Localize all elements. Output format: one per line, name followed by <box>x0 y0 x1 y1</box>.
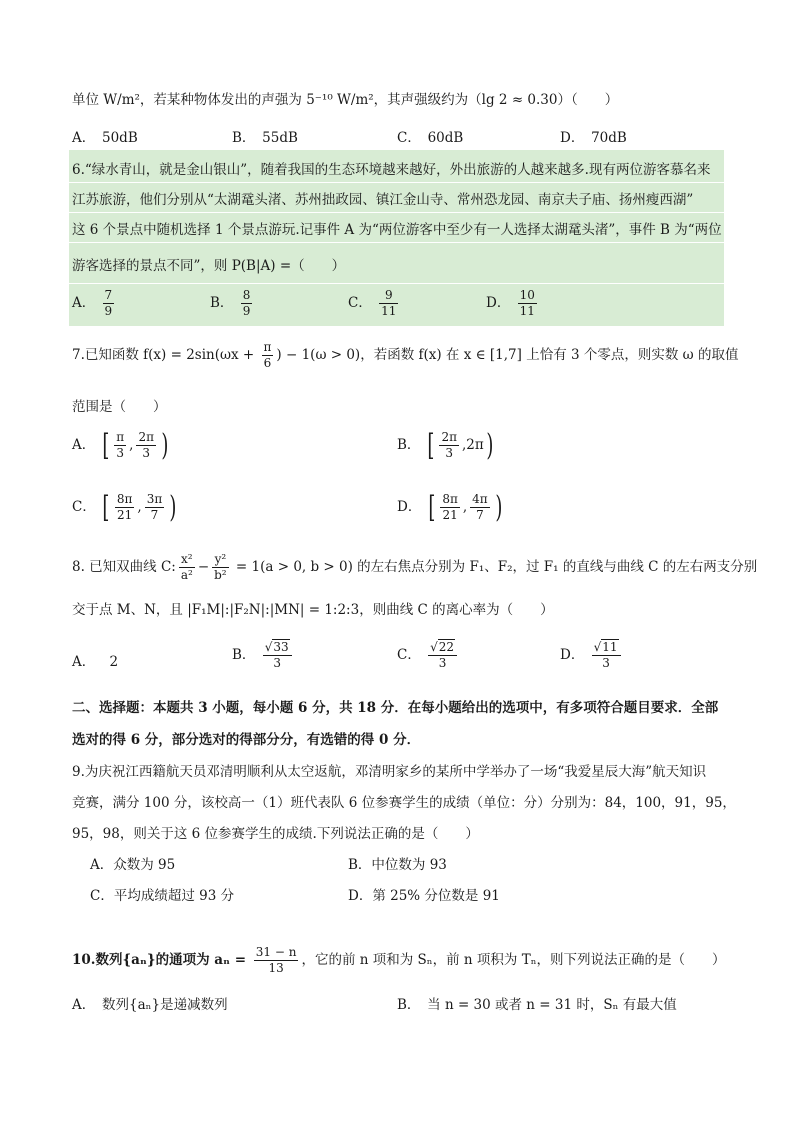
q5-stem-tail: 单位 W/m²，若某种物体发出的声强为 5⁻¹⁰ W/m²，其声强级约为（lg 2 ≈ 0.30）（ ） <box>72 92 619 108</box>
frac-den: 3 <box>438 656 447 670</box>
frac-num: 8 <box>242 288 251 302</box>
q8-stem-line2: 交于点 M、N，且 |F₁M|:|F₂N|:|MN| = 1:2:3，则曲线 C 的离心率为（ ） <box>72 602 554 618</box>
frac-den: 9 <box>242 304 251 318</box>
option-label: D． <box>397 499 422 515</box>
q6-stem-line4: 游客选择的景点不同”，则 P(B|A) =（ ） <box>72 258 346 274</box>
frac-num: 11 <box>602 640 618 654</box>
option-label: A． <box>72 295 96 311</box>
option-label: A． <box>72 437 96 453</box>
q6-option-c <box>348 288 401 319</box>
option-label: D． <box>486 295 511 311</box>
q9-option-a: A．众数为 95 <box>90 857 176 873</box>
frac-den: 21 <box>442 508 458 522</box>
q10-option-b: B． 当 n = 30 或者 n = 31 时，Sₙ 有最大值 <box>397 997 677 1013</box>
frac-den: 11 <box>381 304 397 318</box>
option-label: B． <box>232 647 256 663</box>
q9-stem-line2: 竞赛，满分 100 分，该校高一（1）班代表队 6 位参赛学生的成绩（单位：分）分别为：84，100，91，95， <box>72 795 736 811</box>
frac-num: π <box>116 430 125 444</box>
q8-prefix: 8. 已知双曲线 C: <box>72 559 176 575</box>
option-label: C． <box>72 499 96 515</box>
q7-stem-line1 <box>72 340 738 371</box>
bracket: ) <box>169 489 177 525</box>
q8-suffix: = 1(a > 0, b > 0) 的左右焦点分别为 F₁、F₂，过 F₁ 的直线与曲线 C 的左右两支分别 <box>231 559 758 575</box>
frac-den: 21 <box>116 508 133 522</box>
q10-option-a: A． 数列{aₙ}是递减数列 <box>72 997 228 1013</box>
q6-divider <box>69 283 724 284</box>
q10-prefix: 10.数列{aₙ}的通项为 aₙ = <box>72 952 251 968</box>
frac-num: 2π <box>138 430 154 444</box>
q5-option-c: C． 60dB <box>397 130 464 146</box>
frac-num: 9 <box>379 288 398 304</box>
q5-option-d: D． 70dB <box>560 130 627 146</box>
frac-den: 13 <box>268 961 284 975</box>
frac-den: b² <box>214 568 227 582</box>
q6-option-a <box>72 288 117 319</box>
section-2-heading-line1: 二、选择题：本题共 3 小题，每小题 6 分，共 18 分．在每小题给出的选项中，有多项符合题目要求．全部 <box>72 700 719 716</box>
frac-den: 3 <box>445 446 454 460</box>
q10-stem-line1 <box>72 945 726 976</box>
frac-num: x² <box>179 552 195 568</box>
frac-num: 2π <box>441 430 457 444</box>
section-2-heading-line2: 选对的得 6 分，部分选对的得部分分，有选错的得 0 分． <box>72 732 421 748</box>
q9-stem-line3: 95，98，则关于这 6 位参赛学生的成绩.下列说法正确的是（ ） <box>72 826 479 842</box>
q7-option-d: D． [ $\frac{8\pi}{21}$ , $\frac{4\pi}{7}$ ) <box>397 489 503 525</box>
frac-num: 8π <box>116 492 133 506</box>
frac-num: 3π <box>146 492 163 506</box>
option-label: C． <box>348 295 372 311</box>
frac-num: 10 <box>519 288 535 302</box>
frac-num: 8π <box>442 492 458 506</box>
option-label: A． <box>72 654 96 670</box>
q5-option-b: B． 55dB <box>232 130 298 146</box>
frac-den: 3 <box>142 446 151 460</box>
q9-option-c: C．平均成绩超过 93 分 <box>90 888 235 904</box>
frac-den: 7 <box>476 508 484 522</box>
frac-num: π <box>263 340 272 354</box>
q8-stem-line1: 8. 已知双曲线 C: $\frac{\text{x²}}{\text{a²}}$ − $\frac{\text{y²}}{\text{b²}}$ = 1(a > 0, b > 0) 的左右焦点分别为 F₁、F₂，过 F₁ 的直线与曲线 C 的左右两支分别 <box>72 552 758 582</box>
frac-num: 7 <box>104 288 113 302</box>
option-label: B． <box>397 437 421 453</box>
q6-option-d <box>486 288 540 319</box>
q6-divider <box>69 182 724 183</box>
q8-option-c: C． $\frac{√22}{3}$ <box>397 640 460 671</box>
q6-divider <box>69 212 724 213</box>
q7-option-b: B． [ $\frac{2\pi}{3}$ ,2π) <box>397 427 494 463</box>
q8-option-d: D． $\frac{√11}{3}$ <box>560 640 624 671</box>
q6-stem-line2: 江苏旅游，他们分别从“太湖鼋头渚、苏州拙政园、镇江金山寺、常州恐龙园、南京夫子庙、扬州瘦西湖” <box>72 192 694 208</box>
frac-den: 9 <box>104 304 113 318</box>
frac-den: a² <box>180 568 193 582</box>
bracket: ) <box>486 427 494 463</box>
frac-num: 31 − n <box>255 945 297 959</box>
q7-prefix: 7.已知函数 f(x) = 2sin(ωx + <box>72 347 259 363</box>
bracket: ) <box>495 489 503 525</box>
q6-stem-line1: 6.“绿水青山，就是金山银山”，随着我国的生态环境越来越好，外出旅游的人越来越多.现有两位游客慕名来 <box>72 162 711 178</box>
q7-stem-line2: 范围是（ ） <box>72 399 167 415</box>
q9-option-d: D．第 25% 分位数是 91 <box>348 888 500 904</box>
q9-option-b: B．中位数为 93 <box>348 857 447 873</box>
frac-den: 7 <box>150 508 159 522</box>
q6-divider <box>69 242 724 243</box>
option-label: D． <box>560 647 585 663</box>
q8-option-a <box>72 650 118 670</box>
option-label: C． <box>397 647 421 663</box>
q8-option-b: B． $\frac{√33}{3}$ <box>232 640 295 671</box>
q7-suffix: ) − 1(ω > 0)，若函数 f(x) 在 x ∈ [1,7] 上恰有 3 个零点，则实数 ω 的取值 <box>276 347 739 363</box>
q5-option-a: A． 50dB <box>72 130 138 146</box>
q6-option-b <box>210 288 255 319</box>
frac-den: 3 <box>116 446 125 460</box>
frac-den: 11 <box>519 304 535 318</box>
option-label: B． <box>210 295 234 311</box>
q6-stem-line3: 这 6 个景点中随机选择 1 个景点游玩.记事件 A 为“两位游客中至少有一人选择太湖鼋头渚”，事件 B 为“两位 <box>72 222 722 238</box>
bracket: ) <box>161 427 169 463</box>
q7-option-c: C． [ $\frac{8\pi}{21}$ , $\frac{3\pi}{7}$ ) <box>72 489 177 525</box>
frac-num: 22 <box>438 640 455 654</box>
frac-num: 4π <box>472 492 488 506</box>
frac-den: 3 <box>273 656 281 670</box>
frac-num: 33 <box>273 640 289 654</box>
frac-den: 3 <box>602 656 610 670</box>
q10-suffix: ，它的前 n 项和为 Sₙ，前 n 项积为 Tₙ，则下列说法正确的是（ ） <box>301 952 726 968</box>
option-text: 2 <box>109 654 119 670</box>
option-text: ,2π <box>461 437 484 453</box>
q7-option-a: A． [ $\frac{\pi}{3}$ , $\frac{2\pi}{3}$ ) <box>72 427 169 463</box>
frac-den: 6 <box>263 356 272 370</box>
frac-num: y² <box>212 552 229 568</box>
q9-stem-line1: 9.为庆祝江西籍航天员邓清明顺利从太空返航，邓清明家乡的某所中学举办了一场“我爱星辰大海”航天知识 <box>72 764 707 780</box>
